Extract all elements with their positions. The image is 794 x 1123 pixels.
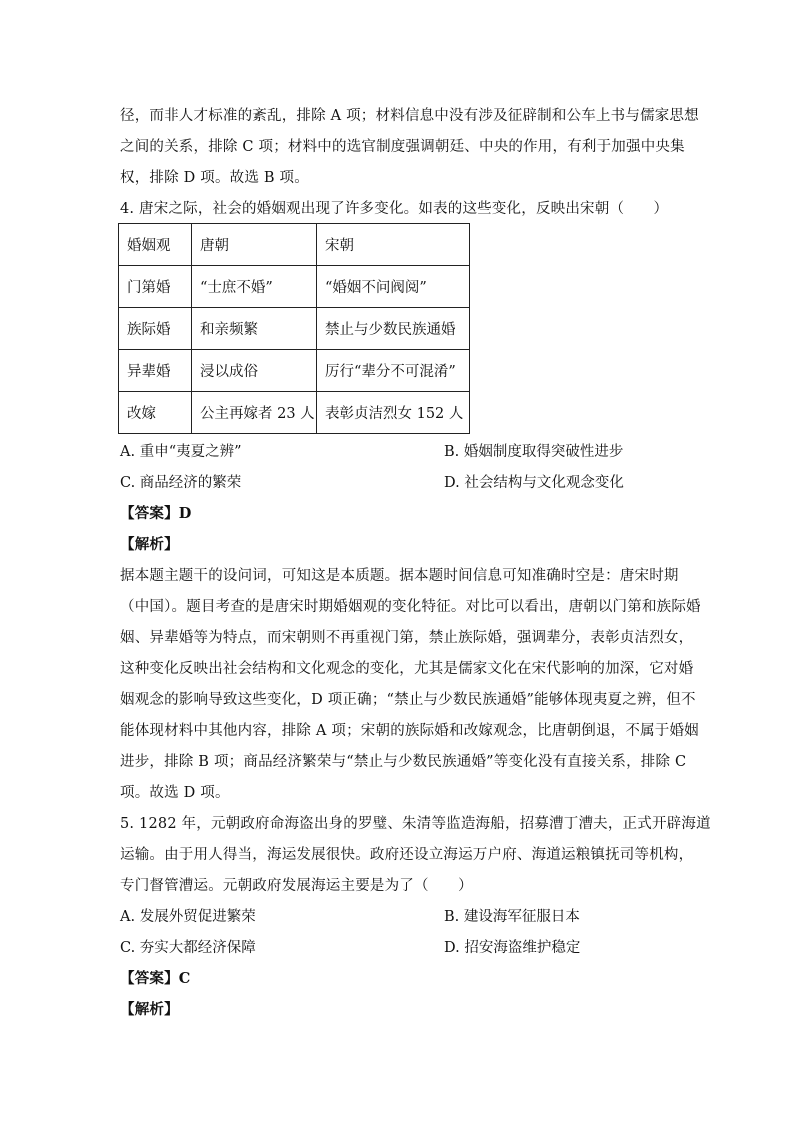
q4-analysis-line-2: （中国）。题目考查的是唐宋时期婚姻观的变化特征。对比可以看出，唐朝以门第和族际婚 bbox=[120, 599, 701, 615]
table-header-cell: 婚姻观 bbox=[119, 224, 192, 266]
intro-line-3: 权，排除 D 项。故选 B 项。 bbox=[120, 170, 309, 186]
q5-analysis-title: 【解析】 bbox=[120, 1001, 179, 1018]
q4-analysis-line-4: 这种变化反映出社会结构和文化观念的变化，尤其是儒家文化在宋代影响的加深，它对婚 bbox=[120, 661, 694, 677]
q5-stem-line-1: 5. 1282 年，元朝政府命海盗出身的罗璧、朱清等监造海船，招募漕丁漕夫，正式开辟海道 bbox=[120, 816, 711, 832]
table-cell: 浸以成俗 bbox=[192, 350, 317, 392]
table-cell: “士庶不婚” bbox=[192, 266, 317, 308]
q4-analysis-line-8: 项。故选 D 项。 bbox=[120, 785, 230, 801]
intro-line-2: 之间的关系，排除 C 项；材料中的选官制度强调朝廷、中央的作用，有利于加强中央集 bbox=[120, 139, 685, 155]
q4-option-d: D. 社会结构与文化观念变化 bbox=[444, 475, 624, 491]
q5-option-b: B. 建设海军征服日本 bbox=[444, 909, 580, 925]
q5-stem-line-2: 运输。由于用人得当，海运发展很快。政府还设立海运万户府、海道运粮镇抚司等机构， bbox=[120, 847, 694, 863]
table-cell: 厉行“辈分不可混淆” bbox=[317, 350, 470, 392]
q4-option-c: C. 商品经济的繁荣 bbox=[120, 475, 242, 491]
table-header-cell: 唐朝 bbox=[192, 224, 317, 266]
table-cell: 改嫁 bbox=[119, 392, 192, 434]
table-cell: 表彰贞洁烈女 152 人 bbox=[317, 392, 470, 434]
table-cell: 和亲频繁 bbox=[192, 308, 317, 350]
q5-option-c: C. 夯实大都经济保障 bbox=[120, 940, 256, 956]
table-header-row bbox=[119, 224, 470, 266]
table-row bbox=[119, 308, 470, 350]
table-cell: 公主再嫁者 23 人 bbox=[192, 392, 317, 434]
table-row bbox=[119, 350, 470, 392]
q5-answer: 【答案】C bbox=[120, 970, 191, 987]
q4-analysis-line-1: 据本题主题干的设问词，可知这是本质题。据本题时间信息可知准确时空是：唐宋时期 bbox=[120, 568, 679, 584]
q5-stem-line-3: 专门督管漕运。元朝政府发展海运主要是为了（ ） bbox=[120, 878, 473, 894]
q4-option-b: B. 婚姻制度取得突破性进步 bbox=[444, 444, 624, 460]
q4-analysis-line-6: 能体现材料中其他内容，排除 A 项；宋朝的族际婚和改嫁观念，比唐朝倒退，不属于婚姻 bbox=[120, 723, 699, 739]
intro-line-1: 径，而非人才标准的紊乱，排除 A 项；材料信息中没有涉及征辟制和公车上书与儒家思想 bbox=[120, 108, 699, 124]
table-cell: 门第婚 bbox=[119, 266, 192, 308]
q5-option-a: A. 发展外贸促进繁荣 bbox=[120, 909, 256, 925]
table-cell: “婚姻不问阀阅” bbox=[317, 266, 470, 308]
table-cell: 禁止与少数民族通婚 bbox=[317, 308, 470, 350]
table-row bbox=[119, 392, 470, 434]
table-cell: 族际婚 bbox=[119, 308, 192, 350]
marriage-table bbox=[118, 223, 470, 434]
q4-option-a: A. 重申“夷夏之辨” bbox=[120, 444, 242, 460]
table-cell: 异辈婚 bbox=[119, 350, 192, 392]
table-header-cell: 宋朝 bbox=[317, 224, 470, 266]
q5-option-d: D. 招安海盗维护稳定 bbox=[444, 940, 581, 956]
q4-analysis-line-3: 姻、异辈婚等为特点，而宋朝则不再重视门第，禁止族际婚，强调辈分，表彰贞洁烈女， bbox=[120, 630, 694, 646]
table-row bbox=[119, 266, 470, 308]
q4-analysis-line-7: 进步，排除 B 项；商品经济繁荣与“禁止与少数民族通婚”等变化没有直接关系，排除 C bbox=[120, 754, 687, 770]
q4-stem: 4. 唐宋之际，社会的婚姻观出现了许多变化。如表的这些变化，反映出宋朝（ ） bbox=[120, 201, 669, 217]
q4-answer: 【答案】D bbox=[120, 505, 192, 522]
q4-analysis-title: 【解析】 bbox=[120, 536, 179, 553]
q4-analysis-line-5: 姻观念的影响导致这些变化，D 项正确；“禁止与少数民族通婚”能够体现夷夏之辨，但不 bbox=[120, 692, 696, 708]
